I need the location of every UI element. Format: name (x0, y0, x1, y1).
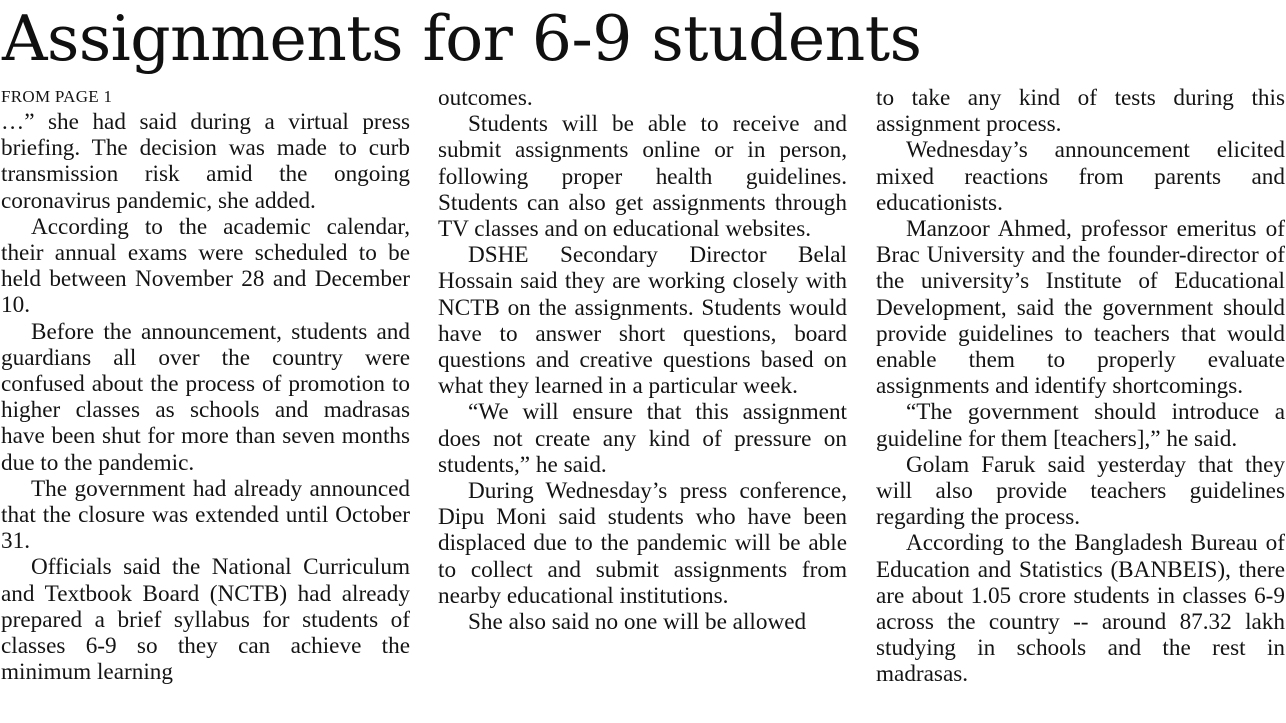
paragraph: outcomes. (438, 85, 533, 111)
paragraph: Manzoor Ahmed, professor emeritus of Brac University and the founder-director of the university’s Institute of Educational Development, said the government should provide guidelines to teachers that would enable them to properly evaluate assignments and identify shortcomings. (876, 216, 1285, 400)
paragraph: She also said no one will be allowed (468, 609, 807, 636)
continuation-kicker: FROM PAGE 1 (1, 87, 113, 106)
headline: Assignments for 6-9 students (2, 2, 922, 75)
paragraph: Officials said the National Curriculum and Textbook Board (NCTB) had already prepared a brief syllabus for students of classes 6-9 so they can achieve the minimum learning (1, 554, 410, 686)
article-column-3 (876, 85, 1285, 688)
paragraph: to take any kind of tests during this assignment process. (876, 85, 1285, 138)
paragraph: …” she had said during a virtual press briefing. The decision was made to curb transmission risk amid the ongoing coronavirus pandemic, she added. (1, 109, 410, 214)
paragraph: According to the academic calendar, their annual exams were scheduled to be held between November 28 and December 10. (1, 213, 410, 319)
paragraph: Wednesday’s announcement elicited mixed reactions from parents and educationists. (876, 137, 1285, 216)
article-column-2 (438, 85, 847, 635)
paragraph: During Wednesday’s press conference, Dipu Moni said students who have been displaced due to the pandemic will be able to collect and submit assignments from nearby educational institutions. (438, 478, 847, 609)
paragraph: Students will be able to receive and submit assignments online or in person, following proper health guidelines. Students can also get assignments through TV classes and on educational websites. (438, 111, 847, 243)
paragraph: DSHE Secondary Director Belal Hossain said they are working closely with NCTB on the assignments. Students would have to answer short questions, board questions and creative questions based on what they learned in a particular week. (438, 242, 847, 400)
paragraph: Before the announcement, students and guardians all over the country were confused about the process of promotion to higher classes as schools and madrasas have been shut for more than seven months due to the pandemic. (1, 318, 410, 476)
article-column-1 (1, 85, 410, 685)
paragraph: According to the Bangladesh Bureau of Education and Statistics (BANBEIS), there are about 1.05 crore students in classes 6-9 across the country -- around 87.32 lakh studying in schools and the rest in madrasas. (876, 530, 1285, 688)
paragraph: The government had already announced that the closure was extended until October 31. (1, 475, 410, 555)
paragraph: “We will ensure that this assignment does not create any kind of pressure on students,” he said. (438, 399, 847, 478)
paragraph: “The government should introduce a guideline for them [teachers],” he said. (876, 399, 1285, 452)
paragraph: Golam Faruk said yesterday that they will also provide teachers guidelines regarding the process. (876, 451, 1285, 531)
